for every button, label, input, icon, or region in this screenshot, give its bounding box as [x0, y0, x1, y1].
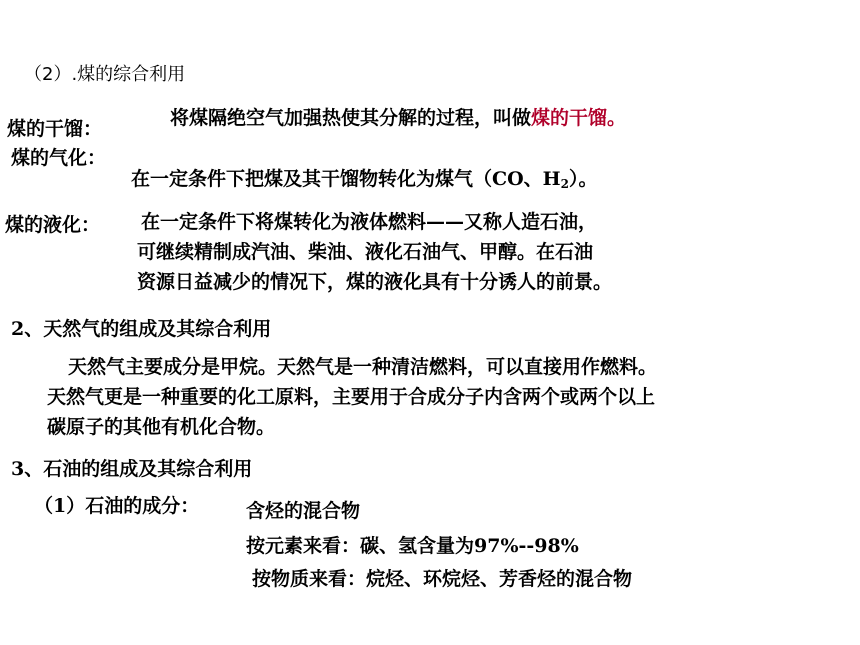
oil-composition-label: （1）石油的成分： [34, 495, 200, 517]
gas-line-1: 天然气主要成分是甲烷。天然气是一种清洁燃料，可以直接用作燃料。 [68, 356, 658, 378]
oil-item-3: 按物质来看：烷烃、环烷烃、芳香烃的混合物 [252, 568, 633, 590]
gas-section-body [47, 352, 657, 442]
oil-section-heading: 3、石油的组成及其综合利用 [11, 458, 253, 480]
dry-distillation-term: 煤的干馏。 [531, 107, 627, 129]
dry-distillation-label: 煤的干馏： [7, 118, 103, 140]
liquefaction-label: 煤的液化： [5, 214, 101, 236]
gas-line-3: 碳原子的其他有机化合物。 [47, 416, 276, 438]
dry-distillation-definition [170, 107, 626, 129]
dry-distillation-desc: 将煤隔绝空气加强热使其分解的过程，叫做 [170, 107, 532, 129]
liquefaction-line-1: 在一定条件下将煤转化为液体燃料——又称人造石油， [141, 211, 598, 233]
coal-section-heading: （2）.煤的综合利用 [24, 64, 186, 85]
liquefaction-definition [137, 207, 612, 297]
gasification-label: 煤的气化： [11, 147, 107, 169]
oil-item-2: 按元素来看：碳、氢含量为97%--98% [246, 535, 579, 557]
oil-item-1: 含烃的混合物 [246, 500, 361, 522]
gas-section-heading: 2、天然气的组成及其综合利用 [11, 318, 272, 340]
liquefaction-line-2: 可继续精制成汽油、柴油、液化石油气、甲醇。在石油 [137, 241, 594, 263]
gasification-desc-end: ）。 [569, 168, 598, 190]
gasification-subscript: 2 [560, 177, 569, 191]
gas-line-2: 天然气更是一种重要的化工原料，主要用于合成分子内含两个或两个以上 [47, 386, 656, 408]
liquefaction-line-3: 资源日益减少的情况下，煤的液化具有十分诱人的前景。 [137, 271, 613, 293]
gasification-definition [131, 168, 598, 190]
gasification-desc: 在一定条件下把煤及其干馏物转化为煤气（CO、H [131, 168, 561, 190]
